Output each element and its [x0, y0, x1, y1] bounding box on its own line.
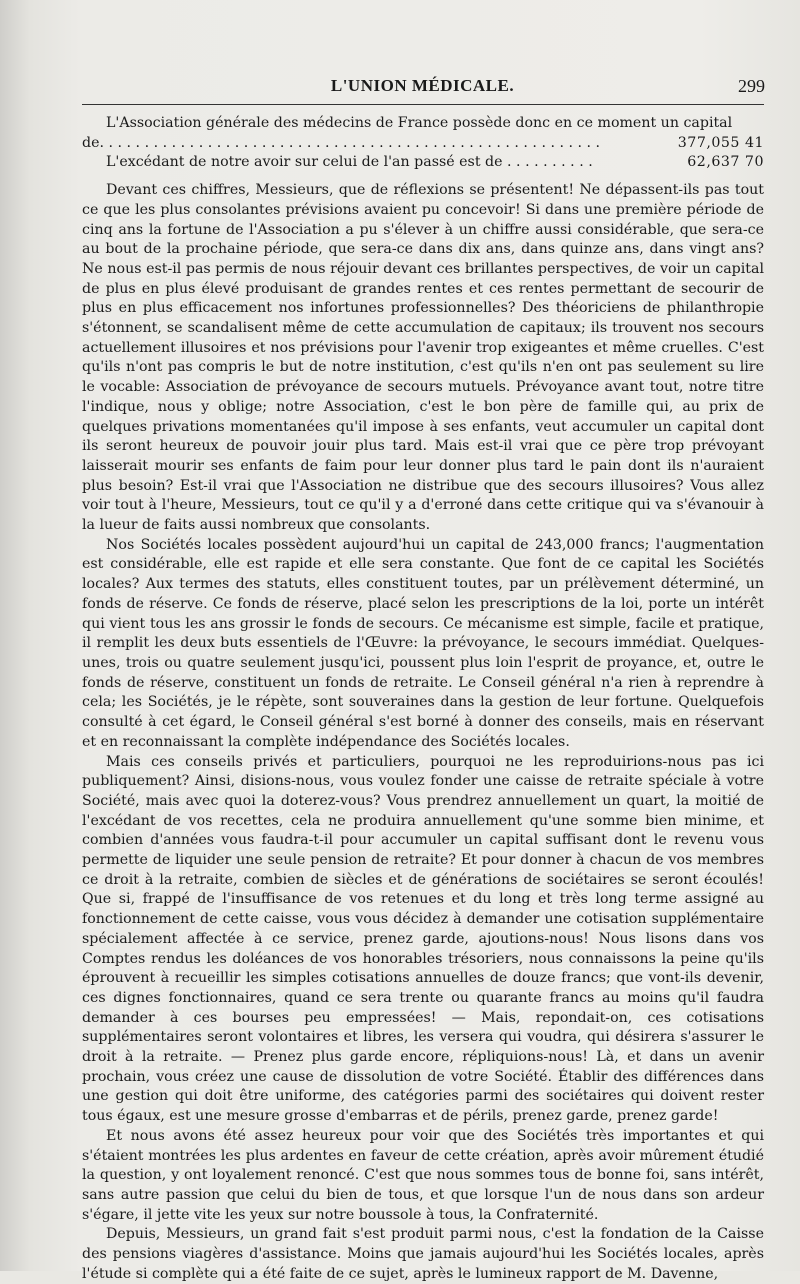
article-body — [82, 114, 764, 1284]
page-header — [80, 76, 765, 100]
paragraph: Devant ces chiffres, Messieurs, que de réflexions se présentent! Ne dépassent-ils pas tout ce que les plus consolantes prévisions avaient pu concevoir! Si dans une première période de cinq ans la fortune de l'Association a pu s'élever à un chiffre aussi considérable, que sera-ce au bout de la prochaine période, que sera-ce dans dix ans, dans quinze ans, dans vingt ans? Ne nous est-il pas permis de nous réjouir devant ces brillantes perspectives, de voir un capital de plus en plus élevé produisant de grandes rentes et ces rentes permettant de secourir de plus en plus efficacement nos infortunes professionnelles? Des théoriciens de philanthropie s'étonnent, se scandalisent même de cette accumulation de capitaux; ils trouvent nos secours actuellement illusoires et nos prévisions pour l'avenir trop exigeantes et même cruelles. C'est qu'ils n'ont pas compris le but de notre institution, c'est qu'ils n'en ont pas seulement su lire le vocable: Association de prévoyance de secours mutuels. Prévoyance avant tout, notre titre l'indique, nous y oblige; notre Association, c'est le bon père de famille qui, au prix de quelques privations momentanées qu'il impose à ses enfants, veut accumuler un capital dont ils seront heureux de pouvoir jouir plus tard. Mais est-il vrai que ce père trop prévoyant laisserait mourir ses enfants de faim pour leur donner plus tard le pain dont ils n'auraient plus besoin? Est-il vrai que l'Association ne distribue que des secours illusoires? Vous allez voir tout à l'heure, Messieurs, tout ce qu'il y a d'erroné dans cette critique qui va s'évanouir à la lueur de faits aussi nombreux que consolants. — [82, 182, 764, 534]
page-number: 299 — [738, 76, 765, 96]
header-rule — [82, 104, 764, 105]
capital-amount: 377,055 41 — [677, 134, 764, 151]
paragraph: Depuis, Messieurs, un grand fait s'est produit parmi nous, c'est la fondation de la Caisse des pensions viagères d'assistance. Moins que jamais aujourd'hui les Sociétés locales, après l'étude si complète qui a été faite de ce sujet, après le lumineux rapport de M. Davenne, — [82, 1226, 764, 1282]
paragraph: Mais ces conseils privés et particuliers, pourquoi ne les reproduirions-nous pas ici publiquement? Ainsi, disions-nous, vous voulez fonder une caisse de retraite spéciale à votre Société, mais avec quoi la doterez-vous? Vous prendrez annuellement un quart, la moitié de l'excédant de vos recettes, cela ne produira annuellement qu'une somme bien minime, et combien d'années vous faudra-t-il pour accumuler un capital suffisant dont le revenu vous permette de liquider une seule pension de retraite? Et pour donner à chacun de vos membres ce droit à la retraite, combien de siècles et de générations de sociétaires se seront écoulés! Que si, frappé de l'insuffisance de vos retenues et du long et très long terme assigné au fonctionnement de cette caisse, vous vous décidez à demander une cotisation supplémentaire spécialement affectée à ce service, prenez garde, ajoutions-nous! Nous lisons dans vos Comptes rendus les doléances de vos honorables trésoriers, nous connaissons la peine qu'ils éprouvent à recueillir les simples cotisations annuelles de douze francs; que vont-ils devenir, ces dignes fonctionnaires, quand ce sera trente ou quarante francs au moins qu'il faudra demander à ces bourses peu empressées! — Mais, repondait-on, ces cotisations supplémentaires seront volontaires et libres, les versera qui voudra, qui désirera s'assurer le droit à la retraite. — Prenez plus garde encore, répliquions-nous! Là, et dans un avenir prochain, vous créez une cause de dissolution de votre Société. Établir des différences dans une gestion qui doit être uniforme, des catégories parmi des sociétaires qui doivent rester tous égaux, est une mesure grosse d'embarras et de périls, prenez garde, prenez garde! — [82, 753, 764, 1125]
excess-amount: 62,637 70 — [687, 154, 764, 171]
paragraph: Et nous avons été assez heureux pour voir que des Sociétés très importantes et qui s'étaient montrées les plus ardentes en faveur de cette création, après avoir mûrement étudié la question, y ont loyalement renoncé. C'est que nous sommes tous de bonne foi, sans intérêt, sans autre passion que celui du bien de tous, et que lorsque l'un de nous dans son ardeur s'égare, il jette vite les yeux sur notre boussole à tous, la Confraternité. — [82, 1127, 764, 1223]
excess-line — [82, 153, 764, 173]
intro-line-1: L'Association générale des médecins de France possède donc en ce moment un capital — [106, 115, 733, 131]
capital-line — [82, 134, 764, 154]
running-title: L'UNION MÉDICALE. — [330, 76, 515, 95]
spacer — [82, 173, 764, 181]
capital-label: de. . . . . . . . . . . . . . . . . . . . . . . . . . . . . . . . . . . . . . . . . . . . . . . . . . . . . . . . — [82, 134, 601, 151]
paragraph: Nos Sociétés locales possèdent aujourd'hui un capital de 243,000 francs; l'augmentation est considérable, elle est rapide et elle sera constante. Que font de ce capital les Sociétés locales? Aux termes des statuts, elles constituent toutes, par un prélèvement déterminé, un fonds de réserve. Ce fonds de réserve, placé selon les prescriptions de la loi, porte un intérêt qui vient tous les ans grossir le fonds de secours. Ce mécanisme est simple, facile et pratique, il remplit les deux buts essentiels de l'Œuvre: la prévoyance, le secours immédiat. Quelques-unes, trois ou quatre seulement jusqu'ici, poussent plus loin l'esprit de proyance, et, outre le fonds de réserve, constituent un fonds de retraite. Le Conseil général n'a rien à reprendre à cela; les Sociétés, je le répète, sont souveraines dans la gestion de leur fortune. Quelquefois consulté à cet égard, le Conseil général s'est borné à donner des conseils, mais en réservant et en reconnaissant la complète indépendance des Sociétés locales. — [82, 536, 764, 750]
excess-label: L'excédant de notre avoir sur celui de l'an passé est de . . . . . . . . . . — [106, 154, 593, 171]
